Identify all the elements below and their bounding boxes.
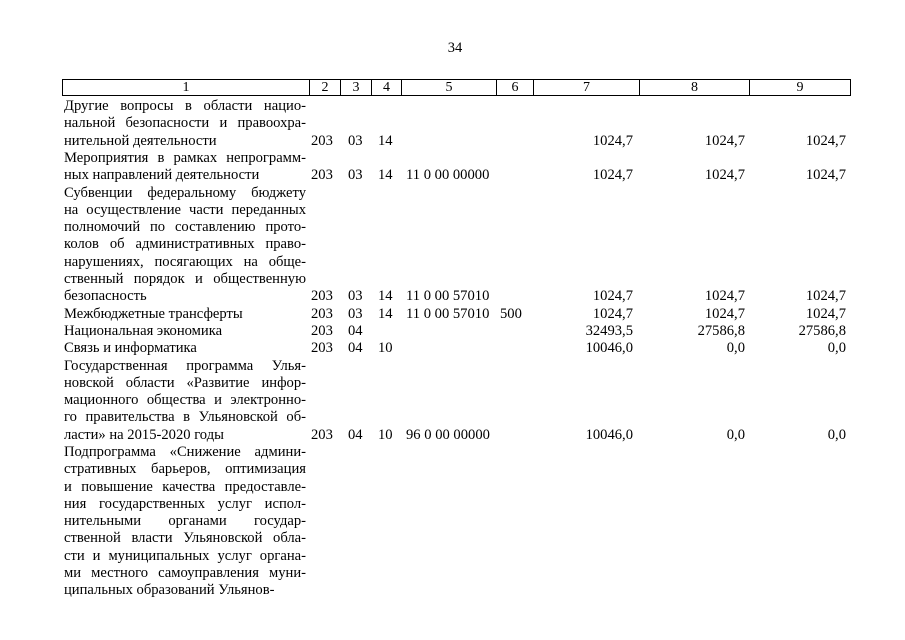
description-line: ных направлений деятельности — [64, 167, 260, 184]
header-col-2: 2 — [309, 80, 340, 95]
table-cell-c2: 203 — [311, 305, 333, 322]
description-line: ния государственных услуг испол- — [64, 495, 306, 512]
description-line: нальной безопасности и правоохра- — [64, 115, 306, 132]
table-cell-c8: 1024,7 — [704, 288, 745, 305]
description-line: Государственная программа Улья- — [64, 357, 306, 374]
table-cell-c7: 1024,7 — [592, 167, 633, 184]
table-cell-c5: 11 0 00 57010 — [406, 305, 490, 322]
header-col-8: 8 — [639, 80, 749, 95]
description-line: ственный порядок и общественную — [64, 270, 306, 287]
header-col-1: 1 — [182, 80, 190, 95]
description-line: го правительства в Ульяновской об- — [64, 409, 306, 426]
table-cell-c9: 1024,7 — [805, 167, 846, 184]
table-cell-c3: 04 — [348, 426, 363, 443]
table-header — [62, 79, 851, 96]
table-cell-c8: 1024,7 — [704, 132, 745, 149]
description-line: мационного общества и электронно- — [64, 392, 306, 409]
table-cell-c2: 203 — [311, 167, 333, 184]
table-cell-c3: 03 — [348, 167, 363, 184]
row-description — [64, 150, 306, 185]
table-cell-c3: 04 — [348, 322, 363, 339]
description-line: ми местного самоуправления муни- — [64, 565, 306, 582]
table-cell-c2: 203 — [311, 288, 333, 305]
header-col-7: 7 — [533, 80, 639, 95]
description-line: Подпрограмма «Снижение админи- — [64, 444, 306, 460]
table-cell-c4: 10 — [378, 426, 393, 443]
description-line: стративных барьеров, оптимизация — [64, 461, 306, 478]
table-cell-c3: 03 — [348, 132, 363, 149]
description-line: Национальная экономика — [64, 322, 223, 339]
table-cell-c7: 1024,7 — [592, 305, 633, 322]
description-line: ципальных образований Ульянов- — [64, 582, 275, 599]
description-line: и повышение качества предоставле- — [64, 478, 306, 495]
row-description — [64, 340, 306, 357]
description-line: Другие вопросы в области нацио- — [64, 98, 306, 114]
page-number: 34 — [447, 40, 463, 56]
description-line: безопасность — [64, 288, 147, 305]
table-cell-c6: 500 — [500, 305, 522, 322]
description-line: сти и муниципальных услуг органа- — [64, 547, 306, 564]
table-cell-c8: 27586,8 — [697, 322, 745, 339]
table-cell-c7: 10046,0 — [585, 340, 633, 357]
table-cell-c9: 0,0 — [827, 426, 846, 443]
description-line: нительной деятельности — [64, 132, 217, 149]
description-line: Субвенции федеральному бюджету — [64, 184, 306, 201]
row-description — [64, 306, 306, 323]
description-line: нарушениях, посягающих на обще- — [64, 253, 306, 270]
table-cell-c8: 0,0 — [726, 340, 745, 357]
table-cell-c3: 04 — [348, 340, 363, 357]
table-cell-c9: 27586,8 — [798, 322, 846, 339]
table-cell-c2: 203 — [311, 322, 333, 339]
header-col-4: 4 — [371, 80, 401, 95]
description-line: Межбюджетные трансферты — [64, 305, 243, 322]
table-cell-c9: 0,0 — [827, 340, 846, 357]
header-col-5: 5 — [401, 80, 496, 95]
table-cell-c3: 03 — [348, 305, 363, 322]
table-cell-c8: 0,0 — [726, 426, 745, 443]
table-cell-c7: 32493,5 — [585, 322, 633, 339]
header-col-9: 9 — [749, 80, 850, 95]
table-cell-c4: 10 — [378, 340, 393, 357]
table-cell-c4: 14 — [378, 288, 393, 305]
description-line: полномочий по составлению прото- — [64, 219, 306, 236]
table-cell-c9: 1024,7 — [805, 288, 846, 305]
table-cell-c5: 96 0 00 00000 — [406, 426, 490, 443]
row-description — [64, 444, 306, 600]
table-cell-c2: 203 — [311, 132, 333, 149]
description-line: колов об административных право- — [64, 236, 306, 253]
table-cell-c7: 1024,7 — [592, 132, 633, 149]
table-cell-c5: 11 0 00 00000 — [406, 167, 490, 184]
table-cell-c9: 1024,7 — [805, 305, 846, 322]
description-line: на осуществление части переданных — [64, 201, 306, 218]
table-cell-c8: 1024,7 — [704, 167, 745, 184]
description-line: Мероприятия в рамках непрограмм- — [64, 149, 306, 166]
table-cell-c2: 203 — [311, 340, 333, 357]
table-cell-c3: 03 — [348, 288, 363, 305]
table-cell-c4: 14 — [378, 167, 393, 184]
row-description — [64, 185, 306, 306]
description-line: ственной власти Ульяновской обла- — [64, 530, 306, 547]
table-cell-c2: 203 — [311, 426, 333, 443]
table-cell-c4: 14 — [378, 305, 393, 322]
table-cell-c7: 1024,7 — [592, 288, 633, 305]
description-line: новской области «Развитие инфор- — [64, 374, 306, 391]
table-cell-c5: 11 0 00 57010 — [406, 288, 490, 305]
row-description — [64, 323, 306, 340]
row-description — [64, 98, 306, 150]
header-col-3: 3 — [340, 80, 371, 95]
table-cell-c4: 14 — [378, 132, 393, 149]
description-line: ласти» на 2015-2020 годы — [64, 426, 224, 443]
table-cell-c9: 1024,7 — [805, 132, 846, 149]
description-line: нительными органами государ- — [64, 513, 306, 530]
description-line: Связь и информатика — [64, 340, 197, 357]
header-col-6: 6 — [496, 80, 533, 95]
table-cell-c8: 1024,7 — [704, 305, 745, 322]
row-description — [64, 358, 306, 444]
table-cell-c7: 10046,0 — [585, 426, 633, 443]
